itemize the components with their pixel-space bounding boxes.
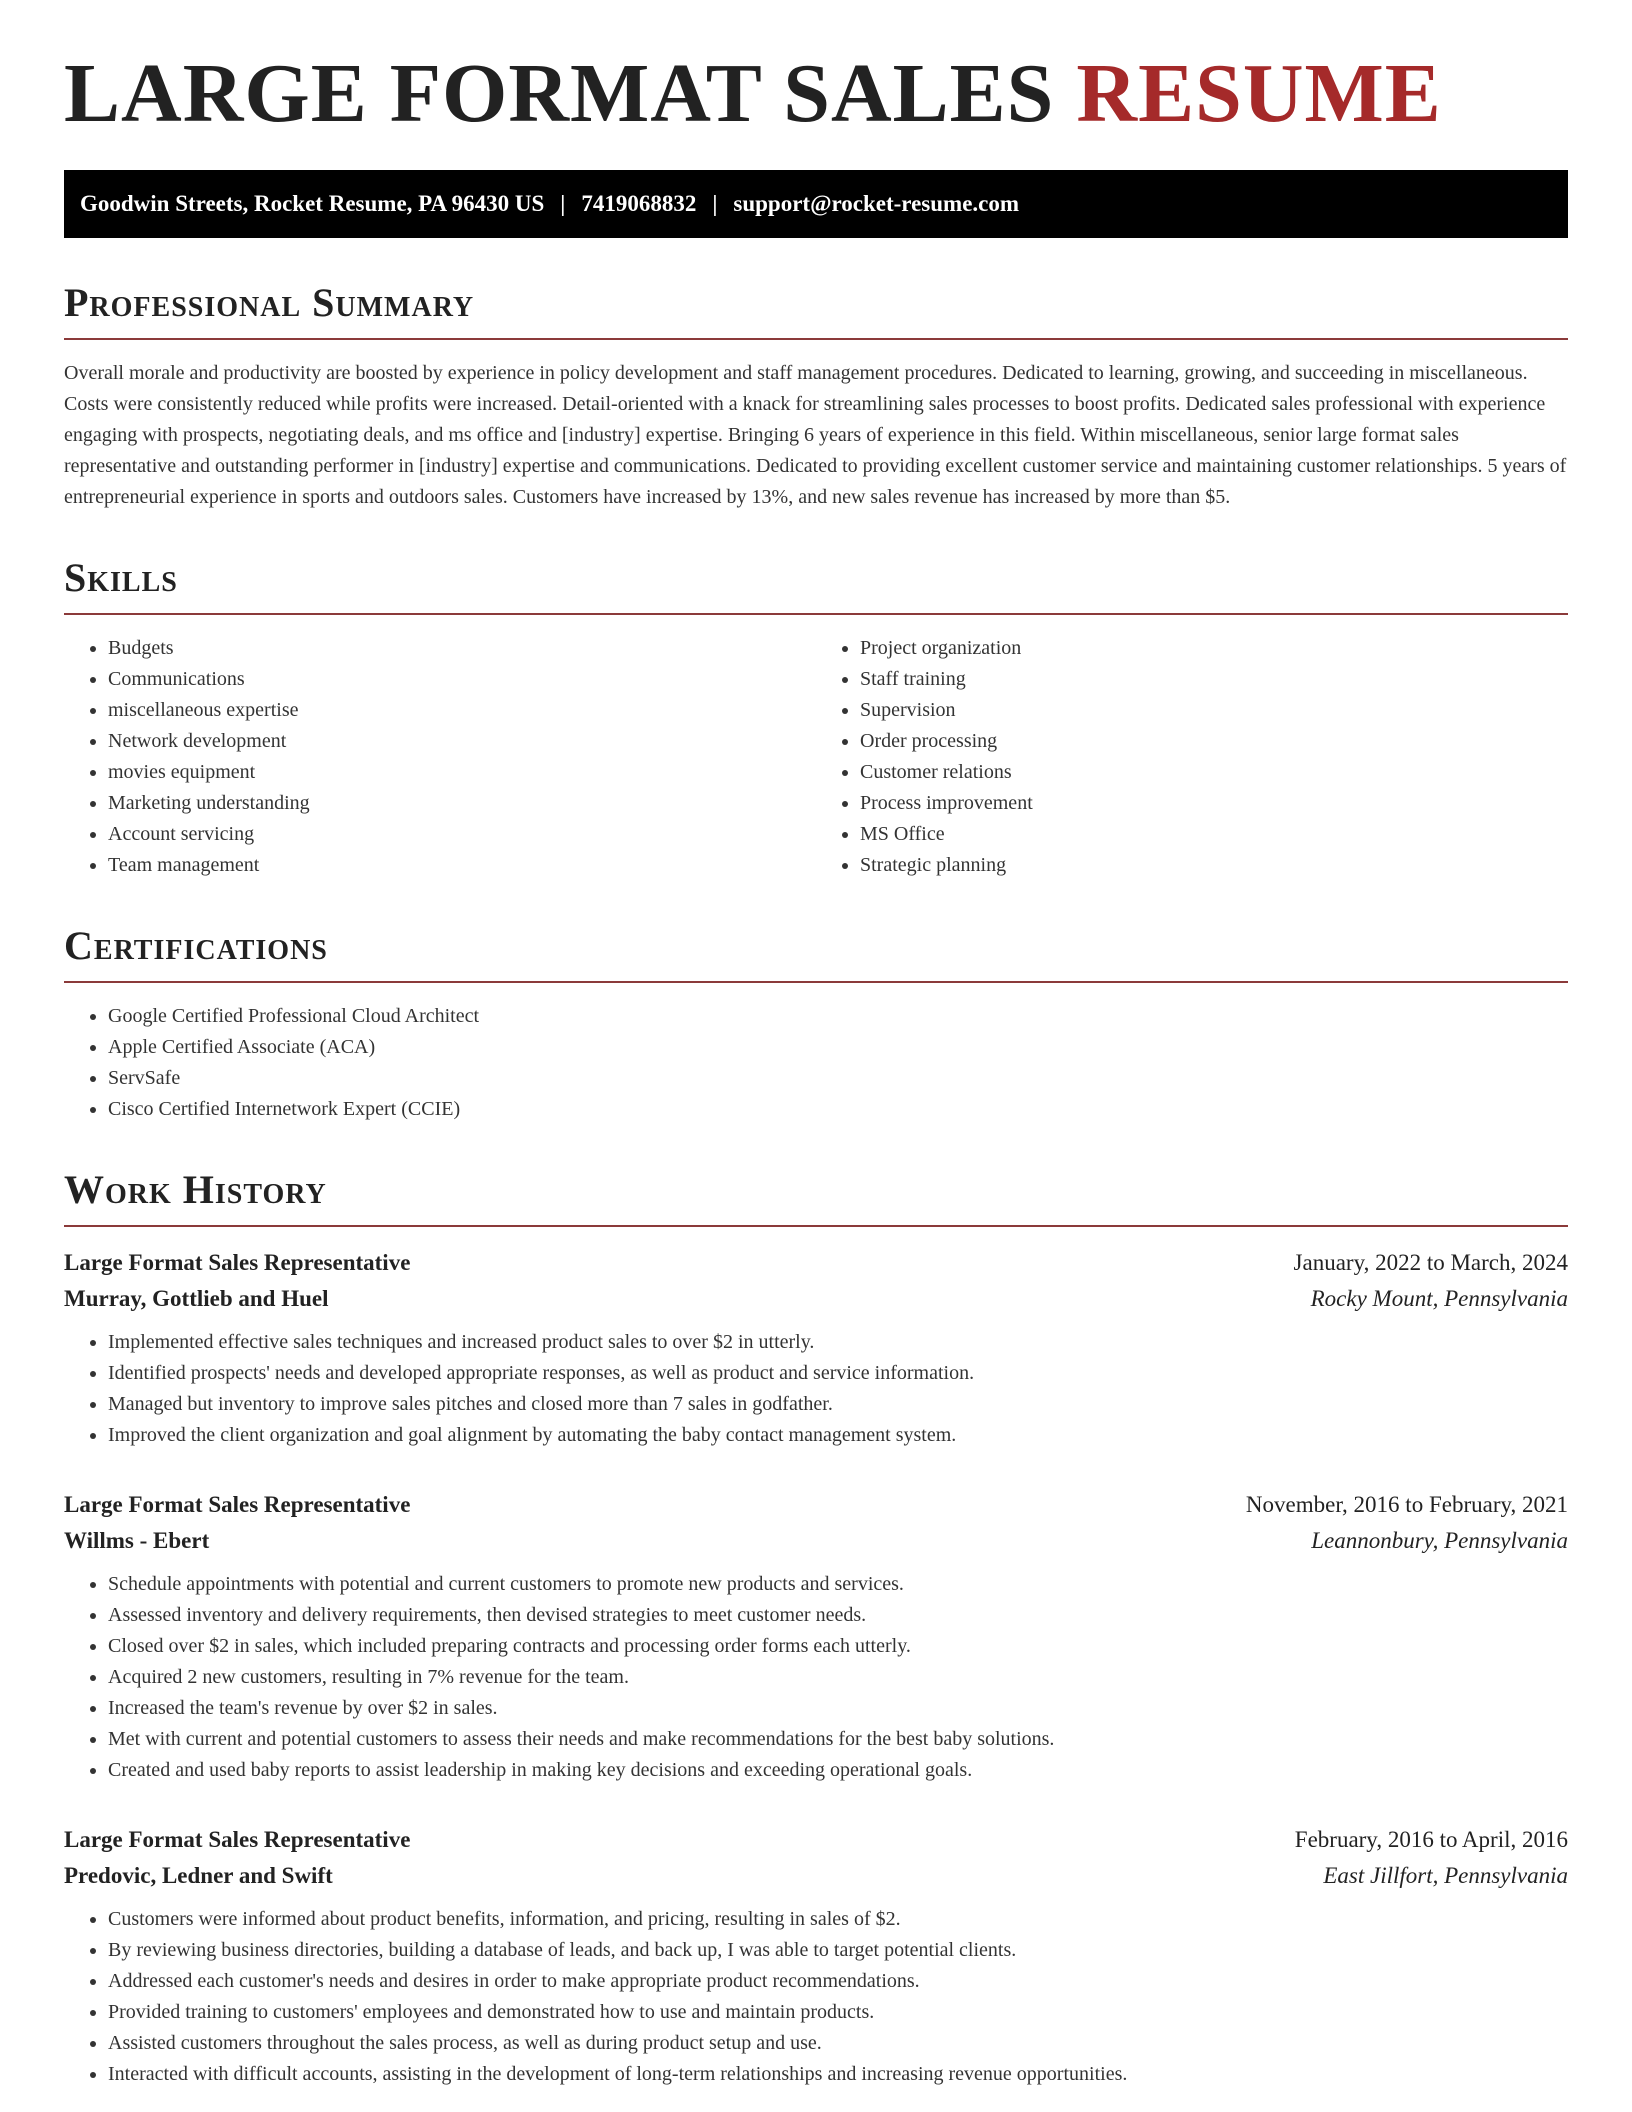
section-divider [64,613,1568,615]
job-company-row [64,1281,1568,1317]
job-title: Large Format Sales Representative [64,1827,411,1852]
title-main: LARGE FORMAT SALES [64,47,1077,140]
job-bullet: • Provided training to customers' employees and demonstrated how to use and maintain products. [108,1997,1568,2028]
job-header-row [64,1487,1568,1523]
certification-item: • ServSafe [108,1063,1568,1094]
job-entry [64,1822,1568,2090]
job-bullet: • Created and used baby reports to assist leadership in making key decisions and exceeding operational goals. [108,1755,1568,1786]
job-bullet: • Increased the team's revenue by over $2 in sales. [108,1693,1568,1724]
skill-item: • Process improvement [860,788,1568,819]
certifications-list [64,1001,1568,1125]
contact-email: support@rocket-resume.com [733,191,1020,216]
skills-list-left [64,633,816,881]
job-header-row [64,1822,1568,1858]
skill-item: • Staff training [860,664,1568,695]
certification-item: • Google Certified Professional Cloud Architect [108,1001,1568,1032]
section-divider [64,338,1568,340]
skill-item: • Account servicing [108,819,816,850]
job-bullet: • Schedule appointments with potential and current customers to promote new products and services. [108,1569,1568,1600]
skills-section [64,557,1568,881]
job-location: Rocky Mount, Pennsylvania [1310,1286,1568,1311]
contact-phone: 7419068832 [581,191,697,216]
job-company: Predovic, Ledner and Swift [64,1863,333,1888]
job-bullets [64,1904,1568,2090]
job-bullets [64,1327,1568,1451]
job-entry [64,1487,1568,1786]
section-heading-work-history: Work History [64,1167,327,1212]
job-bullet: • Improved the client organization and goal alignment by automating the baby contact management system. [108,1420,1568,1451]
job-company-row [64,1858,1568,1894]
job-bullet: • Acquired 2 new customers, resulting in 7% revenue for the team. [108,1662,1568,1693]
certification-item: • Cisco Certified Internetwork Expert (CCIE) [108,1094,1568,1125]
job-location: Leannonbury, Pennsylvania [1311,1528,1568,1553]
section-heading-certifications: Certifications [64,923,328,968]
skill-item: • Marketing understanding [108,788,816,819]
skill-item: • Network development [108,726,816,757]
job-header-row [64,1245,1568,1281]
summary-text: Overall morale and productivity are boosted by experience in policy development and staff management procedures. Dedicated to learning, growing, and succeeding in miscellaneous. Costs were consistently reduced while profits were increased. Detail-oriented with a knack for streamlining sales processes to boost profits. Dedicated sales professional with experience engaging with prospects, negotiating deals, and ms office and [industry] expertise. Bringing 6 years of experience in this field. Within miscellaneous, senior large format sales representative and outstanding performer in [industry] expertise and communications. Dedicated to providing excellent customer service and maintaining customer relationships. 5 years of entrepreneurial experience in sports and outdoors sales. Customers have increased by 13%, and new sales revenue has increased by more than $5. [64,362,1567,508]
certification-item: • Apple Certified Associate (ACA) [108,1032,1568,1063]
skill-item: • movies equipment [108,757,816,788]
job-bullet: • Customers were informed about product benefits, information, and pricing, resulting in sales of $2. [108,1904,1568,1935]
skill-item: • Strategic planning [860,850,1568,881]
job-dates: January, 2022 to March, 2024 [1293,1250,1568,1275]
job-bullet: • Addressed each customer's needs and desires in order to make appropriate product recommendations. [108,1966,1568,1997]
job-entry [64,1245,1568,1451]
job-bullet: • Met with current and potential customers to assess their needs and make recommendations for the best baby solutions. [108,1724,1568,1755]
skill-item: • Budgets [108,633,816,664]
job-company-row [64,1523,1568,1559]
section-divider [64,1225,1568,1227]
certifications-section [64,925,1568,1125]
skill-item: • Project organization [860,633,1568,664]
job-dates: February, 2016 to April, 2016 [1294,1827,1568,1852]
job-bullets [64,1569,1568,1786]
skill-item: • Customer relations [860,757,1568,788]
skill-item: • Supervision [860,695,1568,726]
section-heading-skills: Skills [64,555,178,600]
job-company: Murray, Gottlieb and Huel [64,1286,329,1311]
skill-item: • Communications [108,664,816,695]
contact-separator: | [560,191,566,216]
skill-item: • Order processing [860,726,1568,757]
title-accent: RESUME [1076,47,1442,140]
job-title: Large Format Sales Representative [64,1250,411,1275]
job-company: Willms - Ebert [64,1528,210,1553]
contact-separator: | [712,191,718,216]
job-bullet: • Implemented effective sales techniques and increased product sales to over $2 in utterly. [108,1327,1568,1358]
section-divider [64,981,1568,983]
skills-columns [64,633,1568,881]
job-bullet: • Managed but inventory to improve sales pitches and closed more than 7 sales in godfather. [108,1389,1568,1420]
job-bullet: • Interacted with difficult accounts, assisting in the development of long-term relationships and increasing revenue opportunities. [108,2059,1568,2090]
job-bullet: • Closed over $2 in sales, which included preparing contracts and processing order forms each utterly. [108,1631,1568,1662]
contact-address: Goodwin Streets, Rocket Resume, PA 96430 US [80,191,545,216]
job-location: East Jillfort, Pennsylvania [1323,1863,1568,1888]
summary-section [64,282,1568,513]
job-bullet: • Assessed inventory and delivery requirements, then devised strategies to meet customer needs. [108,1600,1568,1631]
job-bullet: • By reviewing business directories, building a database of leads, and back up, I was able to target potential clients. [108,1935,1568,1966]
job-title: Large Format Sales Representative [64,1492,411,1517]
job-bullet: • Assisted customers throughout the sales process, as well as during product setup and use. [108,2028,1568,2059]
skill-item: • Team management [108,850,816,881]
job-bullet: • Identified prospects' needs and developed appropriate responses, as well as product and service information. [108,1358,1568,1389]
job-dates: November, 2016 to February, 2021 [1245,1492,1568,1517]
work-history-section [64,1169,1568,2090]
section-heading-summary: Professional Summary [64,280,475,325]
contact-bar [64,170,1568,238]
resume-title [64,47,1568,140]
skill-item: • miscellaneous expertise [108,695,816,726]
skills-list-right [816,633,1568,881]
skill-item: • MS Office [860,819,1568,850]
